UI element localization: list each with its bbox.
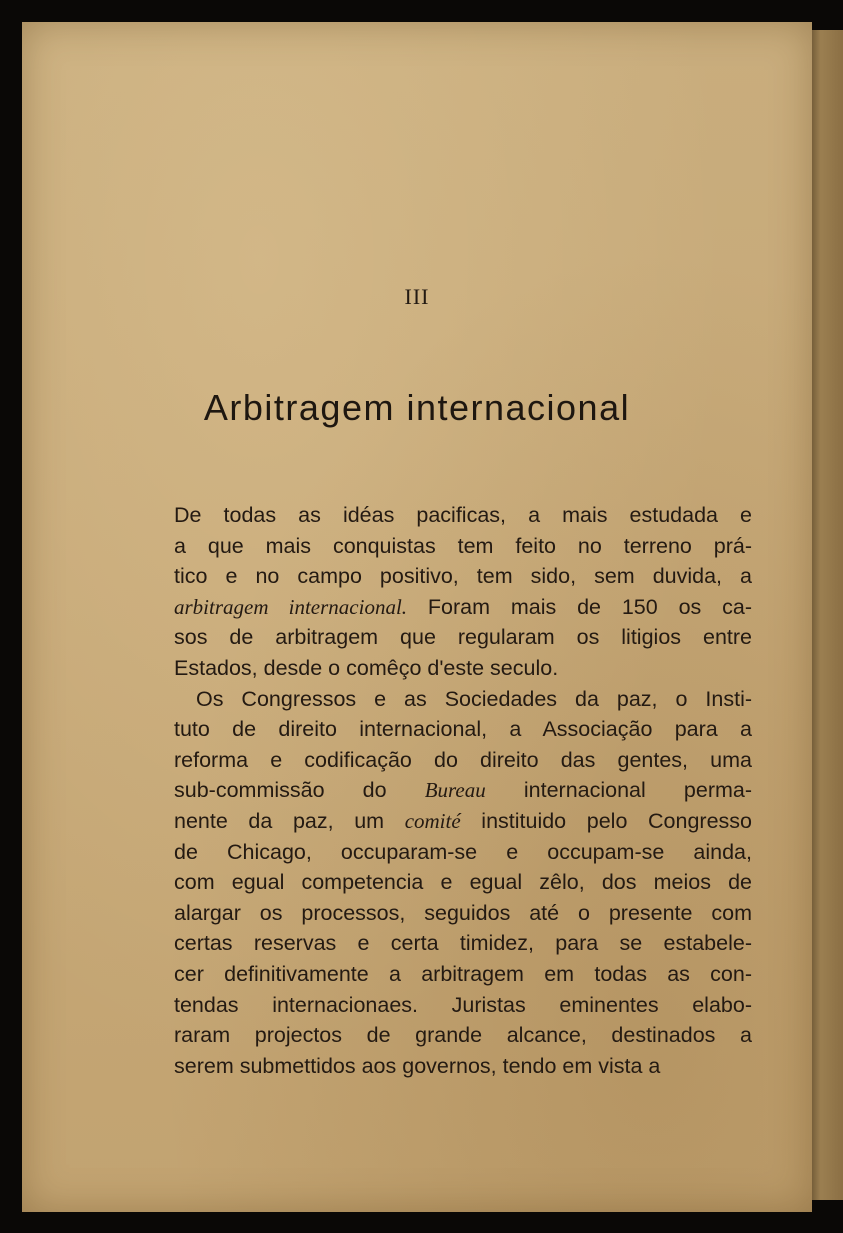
text-line: [174, 898, 752, 929]
text-line: [174, 806, 752, 837]
text-segment: internacional perma-: [485, 778, 753, 803]
text-segment: serem submettidos aos governos, tendo em vista a: [174, 1053, 661, 1078]
adjacent-page-edge: [808, 30, 843, 1200]
text-line: [174, 775, 752, 806]
text-line: [174, 837, 752, 868]
text-segment: cer definitivamente a arbitragem em todas as con-: [174, 961, 752, 986]
text-segment: Os Congressos e as Sociedades da paz, o Insti-: [196, 686, 752, 711]
text-segment: tuto de direito internacional, a Associação para a: [174, 717, 752, 742]
text-segment: a que mais conquistas tem feito no terreno prá-: [174, 533, 752, 558]
italic-term: comité: [404, 808, 461, 833]
text-segment: com egual competencia e egual zêlo, dos meios de: [174, 870, 752, 895]
chapter-body-text: [174, 500, 752, 1081]
text-line: [174, 745, 752, 776]
text-segment: Estados, desde o comêço d'este seculo.: [174, 655, 559, 680]
text-line: [174, 531, 752, 562]
text-segment: sub-commissão do: [174, 778, 425, 803]
text-segment: tendas internacionaes. Juristas eminentes elabo-: [174, 992, 752, 1017]
text-segment: raram projectos de grande alcance, destinados a: [174, 1023, 752, 1048]
text-line: [174, 622, 752, 653]
text-line: [174, 1020, 752, 1051]
text-segment: reforma e codificação do direito das gentes, uma: [174, 747, 752, 772]
paragraph: [174, 500, 752, 684]
text-line: [174, 653, 752, 684]
text-segment: certas reservas e certa timidez, para se estabele-: [174, 931, 752, 956]
text-line: [174, 592, 752, 623]
text-segment: Foram mais de 150 os ca-: [407, 594, 752, 619]
text-line: [174, 867, 752, 898]
chapter-title: Arbitragem internacional: [203, 387, 631, 428]
italic-term: arbitragem internacional.: [174, 594, 408, 619]
text-line: [174, 928, 752, 959]
text-segment: instituido pelo Congresso: [460, 808, 752, 833]
text-segment: De todas as idéas pacificas, a mais estudada e: [174, 503, 752, 527]
italic-term: Bureau: [424, 778, 486, 803]
book-page: [22, 22, 812, 1212]
paragraph: [174, 684, 752, 1082]
text-segment: de Chicago, occuparam-se e occupam-se ainda,: [174, 839, 752, 864]
text-line: [174, 990, 752, 1021]
text-line: [174, 561, 752, 592]
text-line: [174, 959, 752, 990]
text-segment: nente da paz, um: [174, 808, 405, 833]
text-segment: tico e no campo positivo, tem sido, sem duvida, a: [174, 564, 752, 589]
text-line: [174, 1051, 752, 1082]
text-line: [174, 684, 752, 715]
chapter-number: III: [404, 284, 430, 309]
text-segment: alargar os processos, seguidos até o presente com: [174, 900, 752, 925]
text-line: [174, 714, 752, 745]
text-segment: sos de arbitragem que regularam os litigios entre: [174, 625, 752, 650]
text-line: [174, 500, 752, 531]
